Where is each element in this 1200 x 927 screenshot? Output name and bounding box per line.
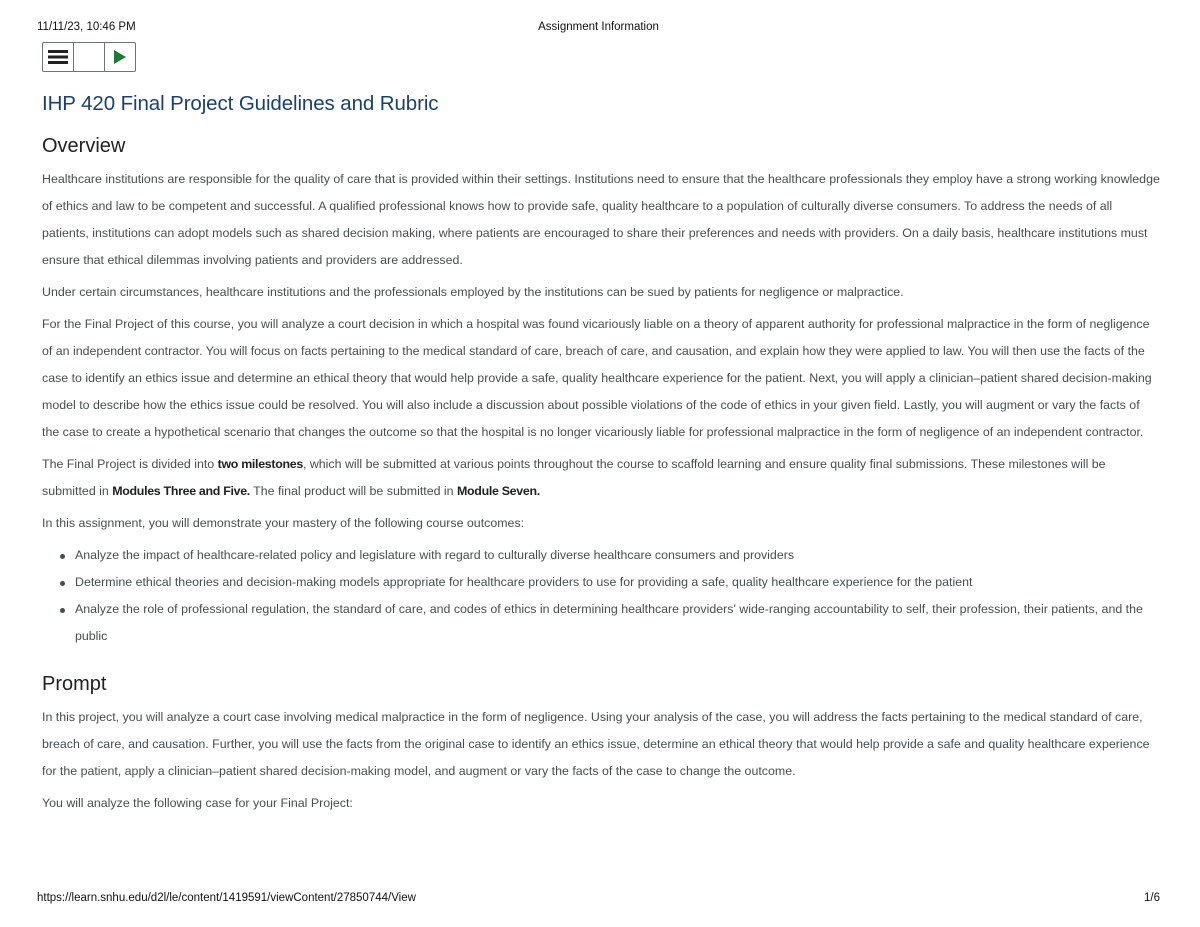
overview-paragraph-1: Healthcare institutions are responsible for the quality of care that is provided within their settings. Institutions need to ensure that the healthcare professionals they employ have a strong working knowledge of ethics and law to be competent and successful. A qualified professional knows how to provide safe, quality healthcare to a population of culturally diverse consumers. To address the needs of all patients, institutions can adopt models such as shared decision making, where patients are encouraged to share their preferences and needs with providers. On a daily basis, healthcare institutions must ensure that ethical dilemmas involving patients and providers are addressed. <box>42 172 1160 267</box>
hamburger-menu-icon <box>48 49 68 65</box>
page-url: https://learn.snhu.edu/d2l/le/content/1419591/viewContent/27850744/View <box>37 892 416 904</box>
final-module: Module Seven. <box>457 484 540 498</box>
page-title: IHP 420 Final Project Guidelines and Rubric <box>42 92 439 115</box>
outcomes-intro: In this assignment, you will demonstrate your mastery of the following course outcomes: <box>42 516 525 530</box>
milestones-text-2: , which will be submitted at various points throughout the course to scaffold learning and ensure quality final submissions. These milestones will be submitted in <box>42 457 1106 498</box>
outcome-text: Determine ethical theories and decision-making models appropriate for healthcare providers to use for providing a safe, quality healthcare experience for the patient <box>75 575 973 589</box>
list-item <box>75 569 1160 596</box>
overview-paragraph-3: For the Final Project of this course, you will analyze a court decision in which a hospital was found vicariously liable on a theory of apparent authority for professional malpractice in the form of negligence of an independent contractor. You will focus on facts pertaining to the medical standard of care, breach of care, and causation, and explain how they were applied to law. You will then use the facts of the case to identify an ethics issue and determine an ethical theory that would help provide a safe, quality healthcare experience for the patient. Next, you will apply a clinician–patient shared decision-making model to describe how the ethics issue could be resolved. You will also include a discussion about possible violations of the code of ethics in your given field. Lastly, you will augment or vary the facts of the case to create a hypothetical scenario that changes the outcome so that the hospital is no longer vicariously liable for professional malpractice in the form of negligence of an independent contractor. <box>42 317 1152 439</box>
page-number: 1/6 <box>1144 892 1160 904</box>
assignment-content <box>42 88 1160 822</box>
prompt-paragraph-1: In this project, you will analyze a court case involving medical malpractice in the form of negligence. Using your analysis of the case, you will address the facts pertaining to the medical standard of care, breach of care, and causation. Further, you will use the facts from the original case to identify an ethics issue, determine an ethical theory that would help provide a safe and quality healthcare experience for the patient, apply a clinician–patient shared decision-making model, and augment or vary the facts of the case to change the outcome. <box>42 710 1150 778</box>
list-item <box>75 542 1160 569</box>
print-header <box>37 21 1160 37</box>
print-document-title: Assignment Information <box>538 21 659 33</box>
overview-paragraph-milestones <box>42 451 1160 505</box>
milestones-modules: Modules Three and Five. <box>112 484 250 498</box>
bullet-icon <box>60 608 65 613</box>
course-outcomes-list <box>42 542 1160 650</box>
bullet-icon <box>60 581 65 586</box>
document-toolbar <box>42 42 136 72</box>
overview-paragraph-2: Under certain circumstances, healthcare institutions and the professionals employed by the institutions can be sued by patients for negligence or malpractice. <box>42 285 904 299</box>
prompt-paragraph-2: You will analyze the following case for your Final Project: <box>42 796 353 810</box>
list-item <box>75 596 1160 650</box>
milestones-count: two milestones <box>217 457 303 471</box>
menu-button[interactable] <box>43 43 74 71</box>
milestones-text-3: The final product will be submitted in <box>249 484 458 498</box>
blank-toolbar-button[interactable] <box>74 43 105 71</box>
prompt-heading: Prompt <box>42 673 107 695</box>
outcome-text: Analyze the impact of healthcare-related policy and legislature with regard to culturally diverse healthcare consumers and providers <box>75 548 795 562</box>
print-footer <box>37 892 1160 908</box>
print-datetime: 11/11/23, 10:46 PM <box>37 21 136 33</box>
play-button[interactable] <box>105 43 135 71</box>
play-icon <box>114 50 126 64</box>
outcome-text: Analyze the role of professional regulation, the standard of care, and codes of ethics in determining healthcare providers' wide-ranging accountability to self, their profession, their patients, and the public <box>75 602 1143 643</box>
milestones-text-1: The Final Project is divided into <box>42 457 218 471</box>
overview-heading: Overview <box>42 135 126 157</box>
bullet-icon <box>60 554 65 559</box>
